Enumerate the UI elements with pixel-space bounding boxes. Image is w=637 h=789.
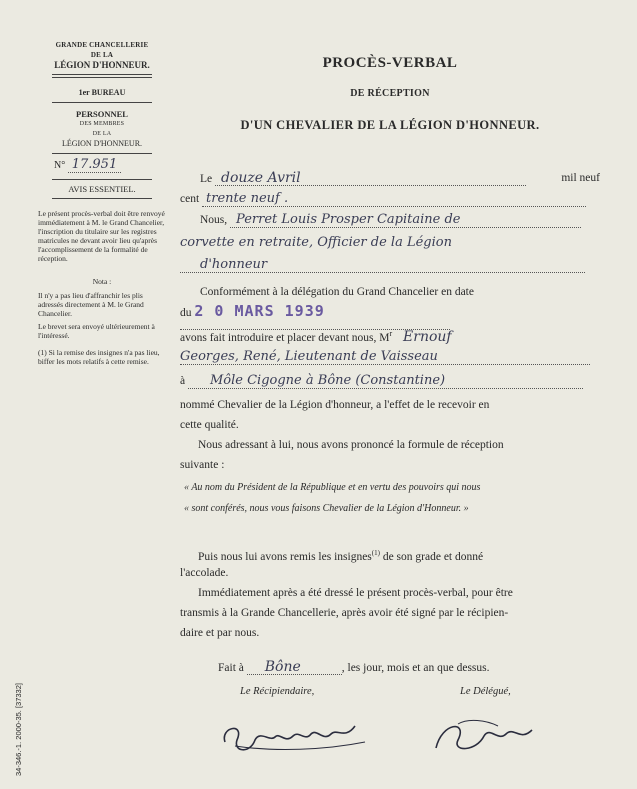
line-fait — [218, 660, 598, 675]
document-subtitle: DE RÉCEPTION — [350, 88, 430, 99]
sidebar-numero — [32, 157, 172, 172]
sidebar-divider — [52, 179, 152, 180]
label-les-jour: , les jour, mois et an que dessus. — [341, 662, 490, 674]
line-nomme: nommé Chevalier de la Légion d'honneur, a l'effet de le recevoir en — [180, 399, 490, 411]
sidebar-personnel: PERSONNEL — [76, 109, 128, 119]
line-daire: daire et par nous. — [180, 627, 260, 639]
line-suivante: suivante : — [180, 459, 225, 471]
printer-reference — [8, 640, 48, 780]
sidebar-de-la: DE LA — [92, 131, 112, 137]
sidebar-footnote-text: (1) Si la remise des insignes n'a pas lieu, biffer les mots relatifs à cette remise. — [38, 348, 160, 366]
printer-reference-text: 34-346.-1. 2000-35. [37332] — [14, 683, 23, 776]
date-stamp: 2 0 MARS 1939 — [194, 302, 325, 320]
sidebar-nota-text: Il n'y a pas lieu d'affranchir les plis adressés directement à M. le Grand Chancelier. — [38, 291, 144, 318]
numero-label: N° — [54, 160, 66, 171]
sidebar-header-1: GRANDE CHANCELLERIE — [55, 41, 149, 49]
label-insignes-2: de son grade et donné — [382, 550, 484, 563]
label-introduire: avons fait introduire et placer devant nous, M — [180, 331, 390, 344]
name-field-2: Georges, René, Lieutenant de Vaisseau — [180, 350, 590, 365]
year-field: trente neuf . — [202, 192, 586, 207]
document-heading: D'UN CHEVALIER DE LA LÉGION D'HONNEUR. — [240, 118, 540, 132]
sidebar-avis-text: Le présent procès-verbal doit être renvoyé immédiatement à M. le Grand Chancelier, l'inscription du titulaire sur les registres matricules ne devant avoir lieu qu'après l'accomplissement de la formalité de réception. — [38, 209, 165, 263]
sidebar-brevet-text: Le brevet sera envoyé ultérieurement à l'intéressé. — [38, 322, 155, 340]
sidebar — [32, 40, 172, 366]
document-title: PROCÈS-VERBAL — [322, 55, 458, 71]
sidebar-divider — [52, 153, 152, 154]
formula-line-2: « sont conférés, nous vous faisons Chevalier de la Légion d'Honneur. » — [184, 503, 469, 514]
sidebar-divider — [52, 74, 152, 78]
line-accolade: l'accolade. — [180, 567, 229, 579]
sidebar-avis: AVIS ESSENTIEL. — [68, 184, 136, 194]
line-delegation: Conformément à la délégation du Grand Chancelier en date — [200, 286, 474, 298]
label-a: à — [180, 375, 186, 387]
label-du: du — [180, 307, 192, 319]
sidebar-header-2: DE LA — [90, 51, 114, 59]
line-adressant: Nous adressant à lui, nous avons prononcé la formule de réception — [198, 439, 504, 451]
signature-recipiendaire — [215, 712, 375, 762]
label-nous: Nous, — [200, 214, 228, 226]
label-delegue: Le Délégué, — [460, 686, 511, 697]
label-le: Le — [200, 173, 213, 185]
line-introduire — [180, 327, 600, 345]
sidebar-header-3: LÉGION D'HONNEUR. — [54, 60, 150, 70]
sidebar-divider — [52, 198, 152, 199]
signature-delegue — [428, 712, 548, 762]
line-year — [180, 192, 600, 207]
label-fait-a: Fait à — [218, 662, 244, 674]
sidebar-legion: LÉGION D'HONNEUR. — [61, 139, 143, 148]
label-insignes-1: Puis nous lui avons remis les insignes — [198, 550, 372, 563]
line-date — [200, 171, 600, 186]
line-qualite: cette qualité. — [180, 419, 239, 431]
label-recipiendaire: Le Récipiendaire, — [240, 686, 315, 697]
date-field: douze Avril — [215, 171, 526, 186]
fait-place-field: Bône — [247, 660, 342, 675]
sidebar-divider — [52, 102, 152, 103]
officer-field-3: d'honneur — [180, 258, 585, 273]
sidebar-nota: Nota : — [92, 277, 112, 286]
line-place — [180, 374, 600, 389]
officer-field-2: corvette en retraite, Officier de la Légion — [180, 235, 452, 250]
line-officer — [200, 213, 600, 228]
sidebar-des-membres: DES MEMBRES — [79, 121, 125, 127]
officer-field-1: Perret Louis Prosper Capitaine de — [230, 213, 581, 228]
label-cent: cent — [180, 193, 200, 205]
line-transmis: transmis à la Grande Chancellerie, après avoir été signé par le récipien- — [180, 607, 509, 619]
numero-value: 17.951 — [68, 157, 122, 173]
line-immediatement: Immédiatement après a été dressé le présent procès-verbal, pour être — [198, 587, 513, 599]
place-field: Môle Cigogne à Bône (Constantine) — [188, 374, 583, 389]
label-mr-sup: r — [389, 329, 393, 338]
footnote-marker: (1) — [371, 549, 380, 557]
name-field-1: Ernouf — [403, 328, 452, 345]
label-mil-neuf: mil neuf — [561, 172, 600, 184]
formula-line-1: « Au nom du Président de la République et en vertu des pouvoirs qui nous — [184, 482, 481, 493]
line-insignes — [198, 546, 598, 564]
sidebar-bureau: 1er BUREAU — [78, 88, 126, 97]
